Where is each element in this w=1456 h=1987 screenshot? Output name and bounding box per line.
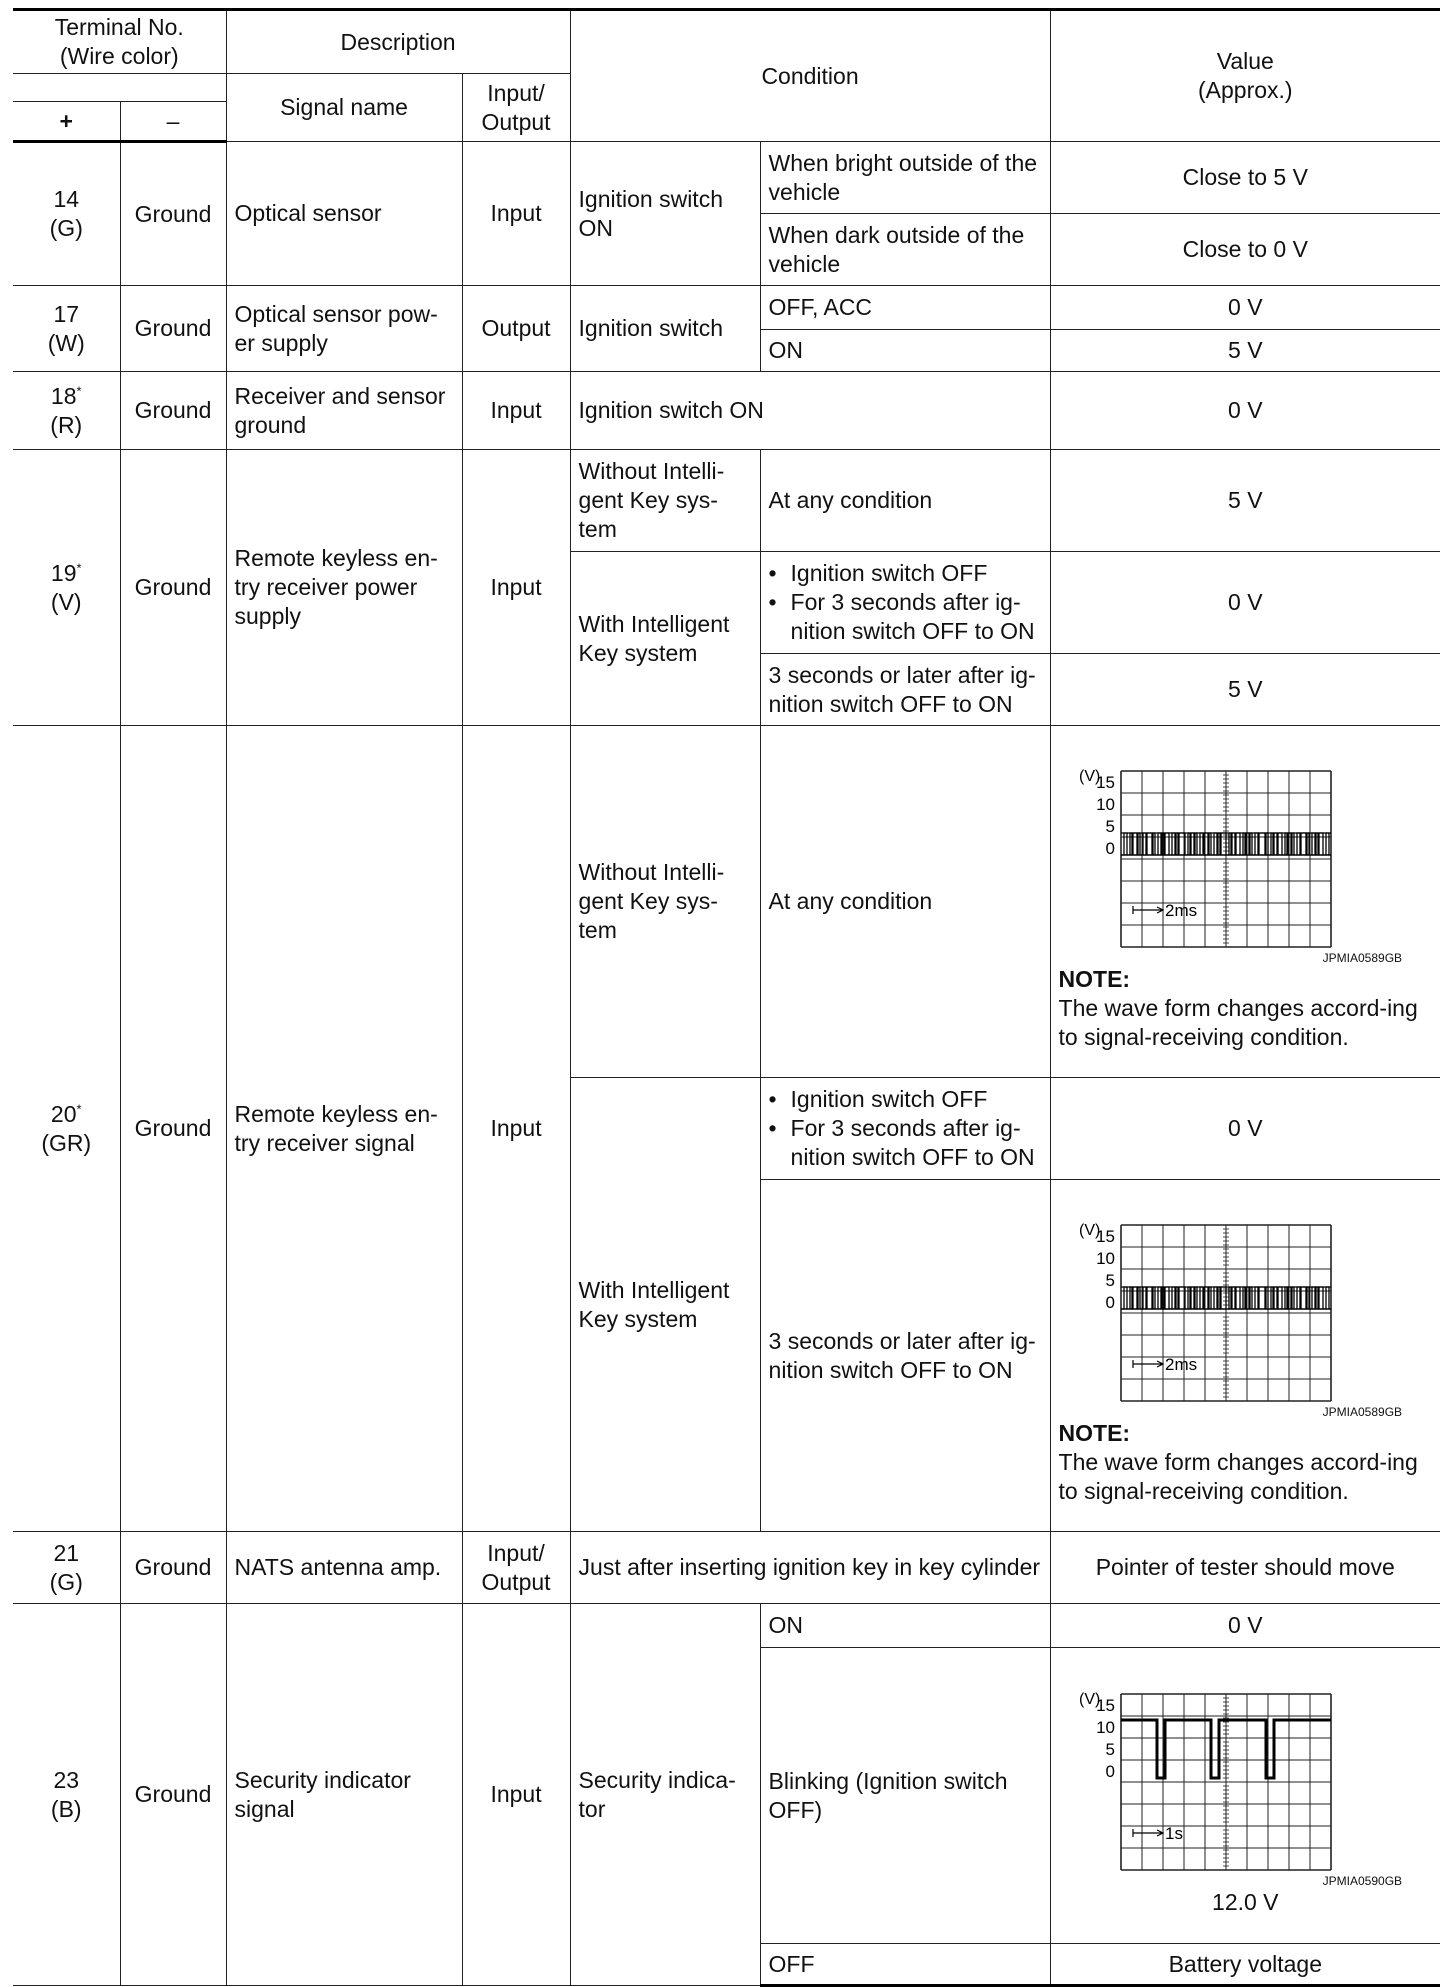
condition-main: Security indica-tor [570, 1604, 760, 1986]
condition-main: Ignition switch [570, 286, 760, 372]
signal-name: Receiver and sensor ground [226, 372, 462, 450]
y-tick-label: 0 [1105, 1293, 1115, 1312]
value-cell: 0 V [1050, 372, 1440, 450]
y-tick-label: 0 [1105, 839, 1115, 858]
condition-sub: OFF, ACC [760, 286, 1050, 330]
header-signal-name: Signal name [226, 74, 462, 142]
value-cell: 5 V [1050, 330, 1440, 372]
condition-main: With Intelligent Key system [570, 1078, 760, 1532]
y-tick-label: 5 [1105, 1740, 1115, 1759]
condition-main: With Intelligent Key system [570, 552, 760, 726]
terminal-number: 21 (G) [13, 1532, 120, 1604]
y-tick-label: 15 [1095, 1227, 1115, 1246]
header-terminal: Terminal No. (Wire color) [13, 10, 226, 74]
ground-cell: Ground [120, 1604, 226, 1986]
y-tick-label: 15 [1095, 1696, 1115, 1715]
value-cell: 0 V [1050, 286, 1440, 330]
condition-main: Ignition switch ON [570, 142, 760, 286]
signal-name: Remote keyless en-try receiver signal [226, 726, 462, 1532]
value-cell: 5 V [1050, 450, 1440, 552]
waveform-receiver-signal [1059, 751, 1389, 961]
value-cell [1050, 726, 1440, 1078]
signal-name: Remote keyless en-try receiver power supply [226, 450, 462, 726]
value-cell: Pointer of tester should move [1050, 1532, 1440, 1604]
ground-cell: Ground [120, 286, 226, 372]
value-cell: Battery voltage [1050, 1944, 1440, 1986]
signal-name: Optical sensor pow-er supply [226, 286, 462, 372]
note-text: The wave form changes accord-ing to signal-receiving condition. [1058, 995, 1418, 1050]
condition-main: Just after inserting ignition key in key cylinder [570, 1532, 1050, 1604]
input-output: Input [462, 372, 570, 450]
note-text: The wave form changes accord-ing to signal-receiving condition. [1058, 1449, 1418, 1504]
time-marker [1133, 906, 1163, 914]
waveform-pulses [1124, 1287, 1329, 1309]
axis-unit: (V) [1078, 1222, 1100, 1239]
waveform-receiver-signal [1059, 1205, 1389, 1415]
terminal-spec-document [13, 8, 1440, 1987]
value-cell: 0 V [1050, 552, 1440, 654]
y-tick-label: 0 [1105, 1762, 1115, 1781]
header-input-output: Input/ Output [462, 74, 570, 142]
y-tick-label: 10 [1095, 1249, 1115, 1268]
y-tick-label: 15 [1095, 773, 1115, 792]
condition-main: Without Intelli-gent Key sys-tem [570, 726, 760, 1078]
axis-unit: (V) [1078, 768, 1100, 785]
input-output: Input [462, 1604, 570, 1986]
y-tick-label: 10 [1095, 1718, 1115, 1737]
condition-main: Ignition switch ON [570, 372, 1050, 450]
header-minus: – [120, 102, 226, 142]
input-output: Input [462, 142, 570, 286]
condition-sub: Blinking (Ignition switch OFF) [760, 1648, 1050, 1944]
ground-cell: Ground [120, 1532, 226, 1604]
value-cell: Close to 0 V [1050, 214, 1440, 286]
terminal-number: 17 (W) [13, 286, 120, 372]
header-description: Description [226, 10, 570, 74]
table-row [13, 286, 1440, 330]
condition-sub: OFF [760, 1944, 1050, 1986]
terminal-number: 23 (B) [13, 1604, 120, 1986]
condition-sub: 3 seconds or later after ig-nition switch OFF to ON [760, 654, 1050, 726]
table-row [13, 450, 1440, 552]
figure-reference: JPMIA0589GB [1322, 1405, 1403, 1419]
ground-cell: Ground [120, 372, 226, 450]
condition-sub: When bright outside of the vehicle [760, 142, 1050, 214]
note-title: NOTE: [1058, 966, 1131, 992]
value-cell: 5 V [1050, 654, 1440, 726]
figure-reference: JPMIA0590GB [1322, 1874, 1403, 1888]
waveform-pulses [1124, 833, 1329, 855]
condition-sub: At any condition [760, 726, 1050, 1078]
value-cell: 0 V [1050, 1604, 1440, 1648]
terminal-number: 18* (R) [13, 372, 120, 450]
value-text: 12.0 V [1212, 1889, 1279, 1915]
y-tick-label: 10 [1095, 795, 1115, 814]
table-row [13, 372, 1440, 450]
condition-sub: 3 seconds or later after ig-nition switch OFF to ON [760, 1180, 1050, 1532]
time-marker [1133, 1360, 1163, 1368]
axis-unit: (V) [1078, 1691, 1100, 1708]
time-scale-label: 2ms [1164, 1355, 1197, 1374]
header-plus: + [13, 102, 120, 142]
value-cell: 0 V [1050, 1078, 1440, 1180]
signal-name: NATS antenna amp. [226, 1532, 462, 1604]
waveform-security-indicator [1059, 1674, 1389, 1884]
input-output: Input [462, 726, 570, 1532]
header-value: Value (Approx.) [1050, 10, 1440, 142]
signal-name: Security indicator signal [226, 1604, 462, 1986]
condition-main: Without Intelli-gent Key sys-tem [570, 450, 760, 552]
input-output: Output [462, 286, 570, 372]
table-row [13, 142, 1440, 214]
time-scale-label: 1s [1164, 1824, 1183, 1843]
value-cell [1050, 1180, 1440, 1532]
condition-sub: • Ignition switch OFF • For 3 seconds after ig-nition switch OFF to ON [760, 552, 1050, 654]
terminal-number: 14 (G) [13, 142, 120, 286]
time-scale-label: 2ms [1164, 901, 1197, 920]
terminal-number: 19* (V) [13, 450, 120, 726]
terminal-number: 20* (GR) [13, 726, 120, 1532]
input-output: Input/ Output [462, 1532, 570, 1604]
input-output: Input [462, 450, 570, 726]
value-cell [1050, 1648, 1440, 1944]
ground-cell: Ground [120, 450, 226, 726]
condition-sub: When dark outside of the vehicle [760, 214, 1050, 286]
table-row [13, 1604, 1440, 1648]
condition-sub: At any condition [760, 450, 1050, 552]
signal-name: Optical sensor [226, 142, 462, 286]
value-cell: Close to 5 V [1050, 142, 1440, 214]
note-title: NOTE: [1058, 1420, 1131, 1446]
figure-reference: JPMIA0589GB [1322, 951, 1403, 965]
y-tick-label: 5 [1105, 1271, 1115, 1290]
ground-cell: Ground [120, 142, 226, 286]
ground-cell: Ground [120, 726, 226, 1532]
condition-sub: • Ignition switch OFF • For 3 seconds after ig-nition switch OFF to ON [760, 1078, 1050, 1180]
terminal-spec-table [13, 8, 1440, 1987]
y-tick-label: 5 [1105, 817, 1115, 836]
table-row [13, 726, 1440, 1078]
header-terminal-spacer [13, 74, 226, 102]
time-marker [1133, 1829, 1163, 1837]
table-row [13, 1532, 1440, 1604]
condition-sub: ON [760, 1604, 1050, 1648]
header-condition: Condition [570, 10, 1050, 142]
condition-sub: ON [760, 330, 1050, 372]
